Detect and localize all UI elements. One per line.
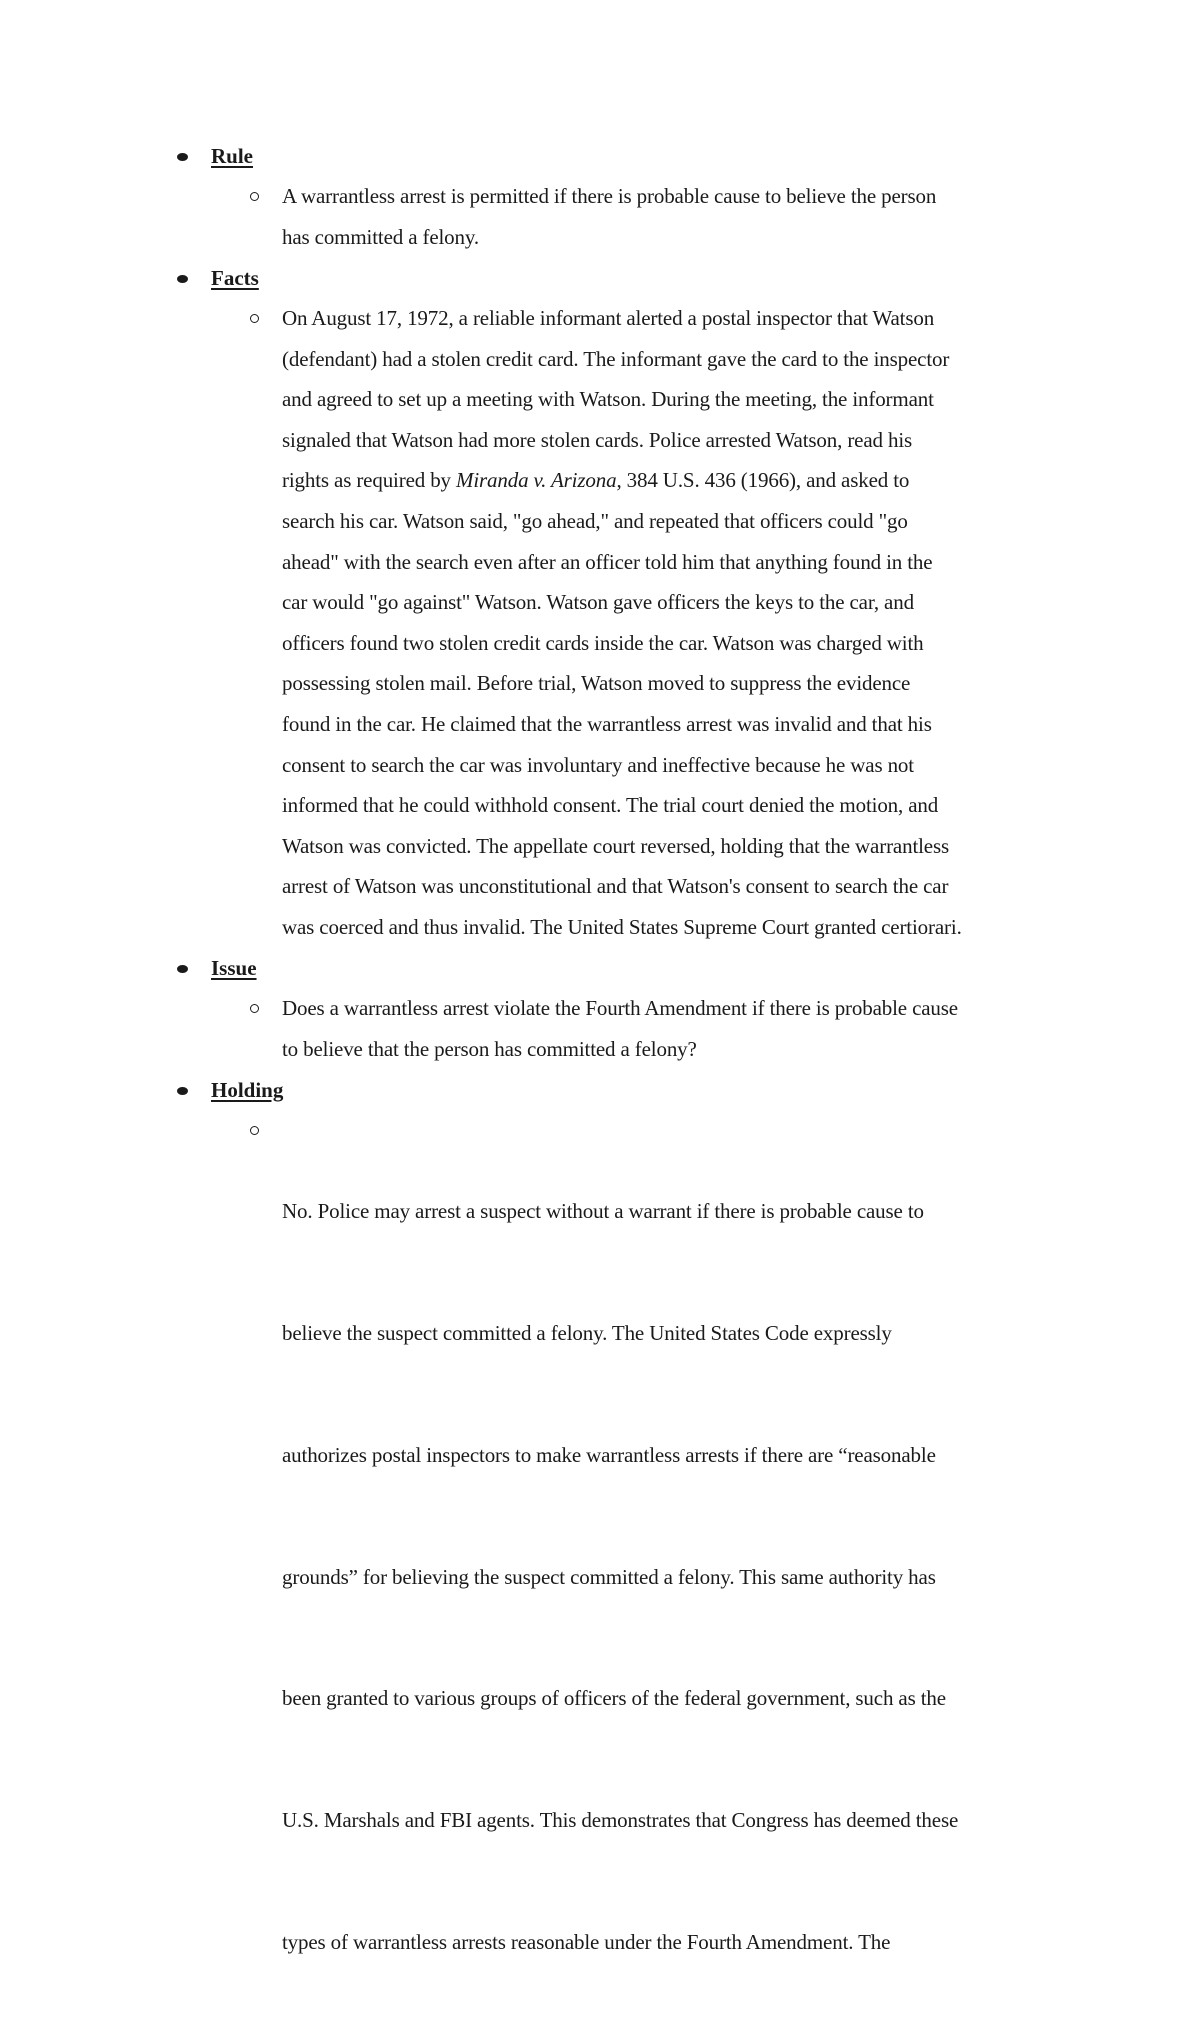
bullet-icon <box>177 965 188 973</box>
text-line: informed that he could withhold consent. The trial court denied the motion, and <box>282 793 939 818</box>
text-segment: , 384 U.S. 436 (1966), and asked to <box>616 468 910 493</box>
bullet-icon <box>177 153 188 161</box>
heading-facts: Facts <box>211 266 259 290</box>
issue-text <box>282 988 1062 1069</box>
text-line: authorizes postal inspectors to make warrantless arrests if there are “reasonable <box>282 1442 936 1467</box>
text-line: possessing stolen mail. Before trial, Watson moved to suppress the evidence <box>282 671 911 696</box>
text-line: officers found two stolen credit cards inside the car. Watson was charged with <box>282 630 924 655</box>
text-line: found in the car. He claimed that the warrantless arrest was invalid and that his <box>282 711 932 736</box>
case-citation: Miranda v. Arizona <box>456 468 617 493</box>
text-line: believe the suspect committed a felony. The United States Code expressly <box>282 1320 892 1345</box>
hollow-bullet-icon <box>250 1004 259 1013</box>
text-line: to believe that the person has committed a felony? <box>282 1036 697 1061</box>
heading-holding: Holding <box>211 1078 284 1102</box>
text-line: has committed a felony. <box>282 224 479 249</box>
holding-text <box>282 1110 1062 2044</box>
text-line: Watson was convicted. The appellate court reversed, holding that the warrantless <box>282 833 950 858</box>
bullet-icon <box>177 275 188 283</box>
heading-issue: Issue <box>211 956 257 980</box>
text-line: types of warrantless arrests reasonable under the Fourth Amendment. The <box>282 1929 891 1954</box>
text-line: No. Police may arrest a suspect without a warrant if there is probable cause to <box>282 1199 924 1224</box>
text-line: On August 17, 1972, a reliable informant alerted a postal inspector that Watson <box>282 306 935 330</box>
text-line: ahead" with the search even after an officer told him that anything found in the <box>282 549 933 574</box>
text-line: was coerced and thus invalid. The United States Supreme Court granted certiorari. <box>282 914 962 939</box>
text-line: car would "go against" Watson. Watson gave officers the keys to the car, and <box>282 590 914 615</box>
text-line: arrest of Watson was unconstitutional and that Watson's consent to search the car <box>282 874 949 899</box>
text-segment: rights as required by <box>282 468 456 493</box>
text-line: U.S. Marshals and FBI agents. This demonstrates that Congress has deemed these <box>282 1808 959 1833</box>
hollow-bullet-icon <box>250 192 259 201</box>
text-line: search his car. Watson said, "go ahead," and repeated that officers could "go <box>282 508 908 533</box>
text-line: signaled that Watson had more stolen cards. Police arrested Watson, read his <box>282 427 913 452</box>
heading-rule: Rule <box>211 144 253 168</box>
facts-text <box>282 298 1062 948</box>
hollow-bullet-icon <box>250 314 259 323</box>
text-line: and agreed to set up a meeting with Watson. During the meeting, the informant <box>282 387 934 412</box>
bullet-icon <box>177 1087 188 1095</box>
text-line <box>282 460 1062 501</box>
text-line: Does a warrantless arrest violate the Fourth Amendment if there is probable cause <box>282 996 958 1020</box>
text-line: been granted to various groups of officers of the federal government, such as the <box>282 1686 946 1711</box>
text-line: consent to search the car was involuntary and ineffective because he was not <box>282 752 914 777</box>
text-line: grounds” for believing the suspect committed a felony. This same authority has <box>282 1564 936 1589</box>
text-line: A warrantless arrest is permitted if there is probable cause to believe the person <box>282 184 937 208</box>
text-line: (defendant) had a stolen credit card. The informant gave the card to the inspector <box>282 346 950 371</box>
hollow-bullet-icon <box>250 1126 259 1135</box>
rule-text <box>282 176 1062 257</box>
